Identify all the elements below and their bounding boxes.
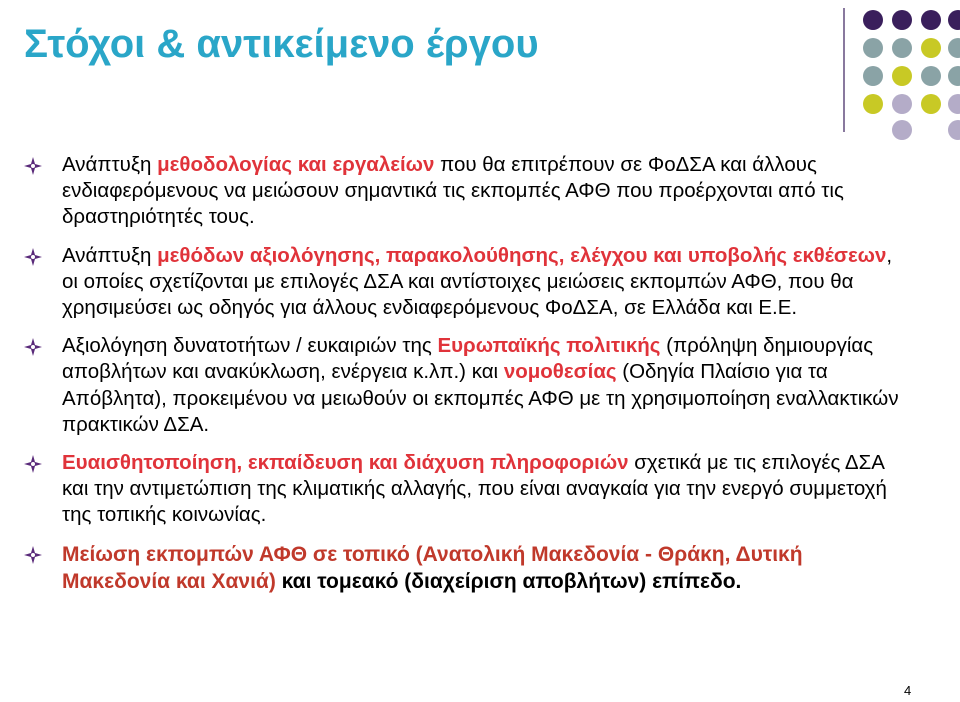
- decorative-dot: [948, 94, 960, 114]
- decorative-dot: [863, 38, 883, 58]
- decorative-dot: [921, 10, 941, 30]
- diamond-star-icon: [24, 157, 42, 175]
- diamond-star-icon: [24, 248, 42, 266]
- slide-title: Στόχοι & αντικείμενο έργου: [24, 22, 539, 66]
- diamond-star-icon: [24, 455, 42, 473]
- decorative-dot: [921, 66, 941, 86]
- bullet-highlight: μεθόδων αξιολόγησης, παρακολούθησης, ελέγχου και υποβολής εκθέσεων: [157, 243, 887, 267]
- decorative-dot: [892, 66, 912, 86]
- bullet-item: [24, 152, 904, 231]
- bullet-highlight: Ευρωπαϊκής πολιτικής: [437, 334, 661, 358]
- bullet-text: (Οδηγία Πλαίσιο για τα Απόβλητα), προκειμένου να μειωθούν οι εκπομπές ΑΦΘ με τη χρησιμοποίηση εναλλακτικών πρακτικών ΔΣΑ.: [62, 360, 899, 436]
- diamond-star-icon: [24, 338, 42, 356]
- bullet-highlight: μεθοδολογίας και εργαλείων: [157, 153, 435, 176]
- decorative-dot: [948, 120, 960, 140]
- bullet-text: Αξιολόγηση δυνατοτήτων / ευκαιριών της: [62, 334, 438, 358]
- bullet-text: και τομεακό (διαχείριση αποβλήτων) επίπεδο.: [275, 569, 742, 593]
- page-number: 4: [904, 683, 912, 698]
- bullet-highlight: νομοθεσίας: [503, 360, 617, 384]
- bullet-highlight: Ευαισθητοποίηση, εκπαίδευση και διάχυση πληροφοριών: [62, 451, 629, 475]
- decorative-dot: [892, 94, 912, 114]
- bullet-item: [24, 243, 904, 322]
- decorative-dot: [948, 66, 960, 86]
- diamond-star-icon: [24, 546, 42, 564]
- decorative-dot: [892, 120, 912, 140]
- bullet-list: [24, 152, 904, 607]
- bullet-highlight: Μείωση εκπομπών ΑΦΘ σε τοπικό (Ανατολική Μακεδονία - Θράκη, Δυτική Μακεδονία και Χανιά): [62, 542, 803, 593]
- decorative-dot: [863, 10, 883, 30]
- decorative-dot: [921, 94, 941, 114]
- decorative-dot: [892, 10, 912, 30]
- bullet-text: Ανάπτυξη: [62, 153, 158, 176]
- bullet-text: σχετικά με τις επιλογές ΔΣΑ και την αντιμετώπιση της κλιματικής αλλαγής, που είναι αναγκαία για την ενεργό συμμετοχή της τοπικής κοινωνίας.: [62, 451, 887, 527]
- decorative-dot: [948, 38, 960, 58]
- bullet-text: Ανάπτυξη: [62, 243, 158, 267]
- bullet-item: [24, 450, 904, 529]
- bullet-text: , οι οποίες σχετίζονται με επιλογές ΔΣΑ και αντίστοιχες μειώσεις εκπομπών ΑΦΘ, που θα χρησιμεύσει ως οδηγός για άλλους ενδιαφερόμενους ΦοΔΣΑ, σε Ελλάδα και Ε.Ε.: [62, 243, 893, 320]
- decorative-dot: [863, 94, 883, 114]
- decorative-dot: [921, 38, 941, 58]
- decorative-dot-grid: [0, 0, 960, 140]
- bullet-item: [24, 541, 904, 595]
- bullet-item: [24, 333, 904, 438]
- bullet-text: (πρόληψη δημιουργίας αποβλήτων και ανακύκλωση, ενέργεια κ.λπ.) και: [62, 334, 874, 384]
- decorative-dot: [863, 66, 883, 86]
- bullet-text: που θα επιτρέπουν σε ΦοΔΣΑ και άλλους ενδιαφερόμενους να μειώσουν σημαντικά τις εκπομπές ΑΦΘ που προέρχονται από τις δραστηριότητές τους.: [62, 153, 844, 229]
- decorative-dot: [948, 10, 960, 30]
- decorative-dot: [892, 38, 912, 58]
